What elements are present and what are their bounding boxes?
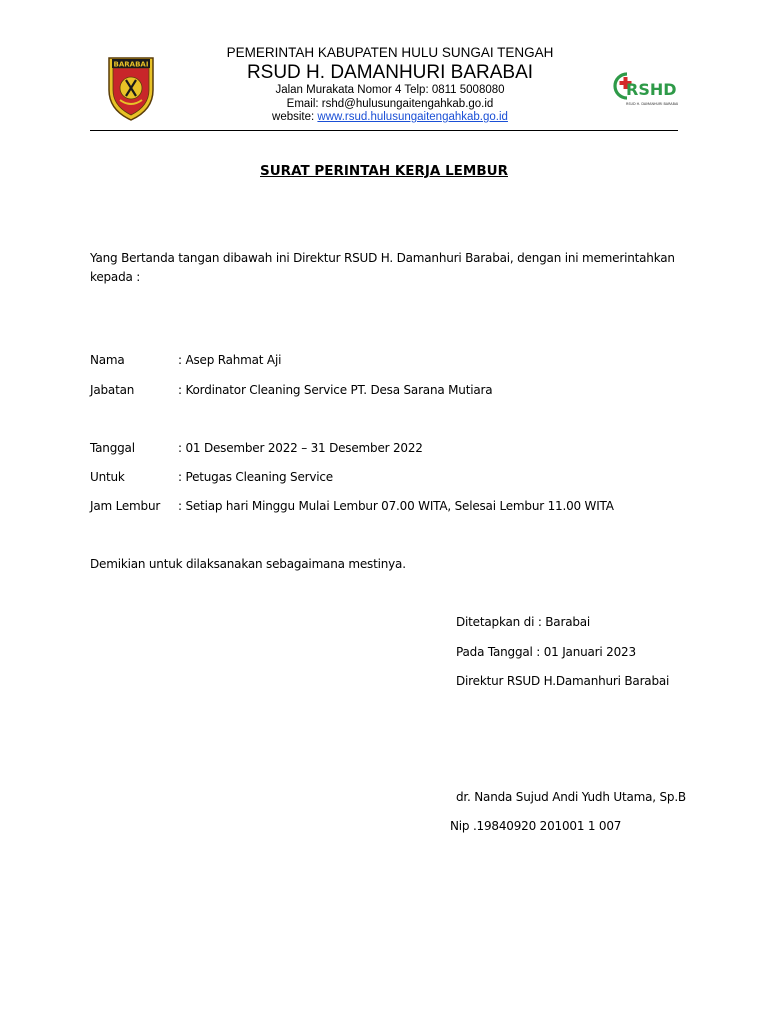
- hospital-name: RSUD H. DAMANHURI BARABAI: [246, 62, 534, 83]
- hospital-website: [160, 111, 620, 123]
- rshd-logo-subtext: RSUD H. DAMANHURI BARABAI: [626, 102, 679, 106]
- jam-lembur-value: : Setiap hari Minggu Mulai Lembur 07.00 WITA, Selesai Lembur 11.00 WITA: [178, 499, 614, 513]
- letterhead-divider: [90, 130, 678, 131]
- rshd-hospital-logo: [610, 68, 680, 108]
- signature-place: Ditetapkan di : Barabai: [456, 615, 591, 629]
- untuk-label: Untuk: [90, 470, 125, 484]
- closing-sentence: Demikian untuk dilaksanakan sebagaimana mestinya.: [90, 557, 406, 571]
- jabatan-value: : Kordinator Cleaning Service PT. Desa Sarana Mutiara: [178, 383, 493, 397]
- hospital-address: Jalan Murakata Nomor 4 Telp: 0811 5008080: [275, 84, 505, 96]
- government-name: PEMERINTAH KABUPATEN HULU SUNGAI TENGAH: [226, 45, 554, 60]
- signature-position: Direktur RSUD H.Damanhuri Barabai: [456, 674, 670, 688]
- website-link[interactable]: www.rsud.hulusungaitengahkab.go.id: [317, 111, 508, 123]
- untuk-value: : Petugas Cleaning Service: [178, 470, 333, 484]
- intro-paragraph: Yang Bertanda tangan dibawah ini Direktur RSUD H. Damanhuri Barabai, dengan ini memerintahkan kepada :: [90, 251, 675, 284]
- signatory-nip: Nip .19840920 201001 1 007: [450, 819, 622, 833]
- document-title: SURAT PERINTAH KERJA LEMBUR: [260, 163, 508, 179]
- tanggal-value: : 01 Desember 2022 – 31 Desember 2022: [178, 441, 423, 455]
- nama-value: : Asep Rahmat Aji: [178, 353, 282, 367]
- jabatan-label: Jabatan: [90, 383, 135, 397]
- shield-logo-text: BARABAI: [113, 60, 149, 69]
- nama-label: Nama: [90, 353, 125, 367]
- website-prefix: website:: [272, 111, 318, 123]
- signature-date: Pada Tanggal : 01 Januari 2023: [456, 645, 636, 659]
- hospital-email: Email: rshd@hulusungaitengahkab.go.id: [286, 98, 494, 110]
- jam-lembur-label: Jam Lembur: [90, 499, 161, 513]
- signatory-name: dr. Nanda Sujud Andi Yudh Utama, Sp.B: [456, 790, 686, 804]
- tanggal-label: Tanggal: [90, 441, 135, 455]
- regency-shield-logo: [106, 54, 156, 122]
- rshd-logo-text: RSHD: [626, 80, 677, 99]
